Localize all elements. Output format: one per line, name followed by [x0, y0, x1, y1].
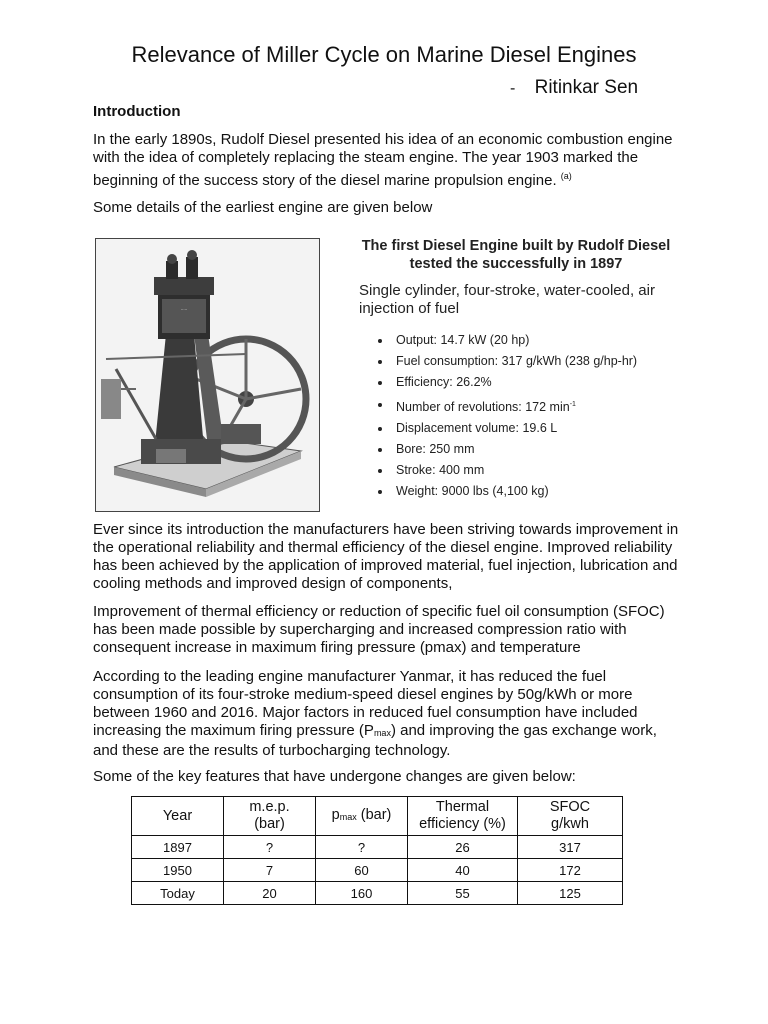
spec-item: Fuel consumption: 317 g/kWh (238 g/hp-hr): [378, 351, 637, 372]
figure-title: The first Diesel Engine built by Rudolf Diesel tested the successfully in 1897: [361, 238, 671, 272]
sfoc-header-line2: g/kwh: [551, 816, 589, 832]
svg-text:·····: ·····: [180, 307, 188, 312]
diesel-engine-illustration: [96, 239, 319, 511]
table-cell: 172: [518, 859, 623, 882]
col-header-thermal: [408, 797, 518, 836]
reliability-paragraph: Ever since its introduction the manufacturers have been striving towards improvement in the operational reliability and thermal efficiency of the diesel engine. Improved reliability has been achieved by the application of improved material, fuel injection, lubrication and cooling methods and improved design of components,: [93, 521, 679, 592]
engine-comparison-table: [131, 796, 623, 905]
details-paragraph: Some details of the earliest engine are given below: [93, 199, 433, 216]
table-cell: 55: [408, 882, 518, 905]
col-header-pmax: [316, 797, 408, 836]
figure-subtitle: Single cylinder, four-stroke, water-cooled, air injection of fuel: [359, 282, 655, 317]
sfoc-header-line1: SFOC: [549, 799, 591, 815]
page-title: Relevance of Miller Cycle on Marine Diesel Engines: [131, 42, 637, 67]
spec-revolutions-text: Number of revolutions: 172 min: [396, 399, 570, 414]
table-cell: 7: [224, 859, 316, 882]
author-name: Ritinkar Sen: [534, 77, 639, 98]
engine-spec-list: [378, 330, 637, 503]
pmax-header-unit: (bar): [356, 806, 392, 823]
yanmar-paragraph: [93, 668, 683, 760]
table-cell: 26: [408, 836, 518, 859]
pmax-header-sub: max: [339, 811, 357, 822]
mep-header-line1: m.e.p.: [249, 799, 290, 815]
spec-revolutions-exponent: -1: [569, 400, 576, 408]
spec-item: Bore: 250 mm: [378, 439, 637, 460]
intro-reference: (a): [560, 171, 572, 181]
yanmar-text-b: ) and improving the gas exchange work, and these are the results of turbocharging technology.: [93, 722, 657, 759]
features-paragraph: Some of the key features that have undergone changes are given below:: [93, 768, 576, 785]
thermal-header-line2: efficiency (%): [419, 816, 506, 832]
author-dash: -: [510, 80, 516, 97]
spec-item: Weight: 9000 lbs (4,100 kg): [378, 481, 637, 502]
pmax-header-p: p: [331, 806, 340, 823]
spec-item: Output: 14.7 kW (20 hp): [378, 330, 637, 351]
table-cell: 40: [408, 859, 518, 882]
table-cell: 1950: [132, 859, 224, 882]
table-row: [132, 836, 623, 859]
mep-header-line2: (bar): [254, 816, 285, 832]
thermal-header-line1: Thermal: [435, 799, 490, 815]
spec-item: Efficiency: 26.2%: [378, 372, 637, 393]
section-heading: Introduction: [93, 103, 181, 120]
table-row: [132, 859, 623, 882]
table-cell: 317: [518, 836, 623, 859]
yanmar-text-a: According to the leading engine manufacturer Yanmar, it has reduced the fuel consumption of its four-stroke medium-speed diesel engines by 50g/kWh or more between 1960 and 2016. Major factors in reduced fuel consumption have included increasing the maximum firing pressure (P: [93, 668, 638, 739]
yanmar-pmax-subscript: max: [373, 728, 391, 738]
spec-item: [378, 394, 637, 418]
col-header-year: Year: [132, 797, 224, 836]
engine-photo: [95, 238, 320, 512]
table-cell: 1897: [132, 836, 224, 859]
spec-item: Stroke: 400 mm: [378, 460, 637, 481]
table-row: [132, 882, 623, 905]
spec-item: Displacement volume: 19.6 L: [378, 418, 637, 439]
efficiency-paragraph: Improvement of thermal efficiency or reduction of specific fuel oil consumption (SFOC) has been made possible by supercharging and increased compression ratio with consequent increase in maximum firing pressure (pmax) and temperature: [93, 603, 665, 656]
table-cell: 160: [316, 882, 408, 905]
col-header-mep: [224, 797, 316, 836]
intro-text: In the early 1890s, Rudolf Diesel presented his idea of an economic combustion engine with the idea of completely replacing the steam engine. The year 1903 marked the beginning of the success story of the diesel marine propulsion engine.: [93, 131, 673, 189]
col-header-sfoc: [518, 797, 623, 836]
table-header-row: [132, 797, 623, 836]
table-cell: Today: [132, 882, 224, 905]
table-cell: 20: [224, 882, 316, 905]
table-cell: ?: [316, 836, 408, 859]
table-cell: ?: [224, 836, 316, 859]
intro-paragraph: [93, 131, 683, 190]
author-line: [510, 76, 638, 101]
table-cell: 60: [316, 859, 408, 882]
table-cell: 125: [518, 882, 623, 905]
